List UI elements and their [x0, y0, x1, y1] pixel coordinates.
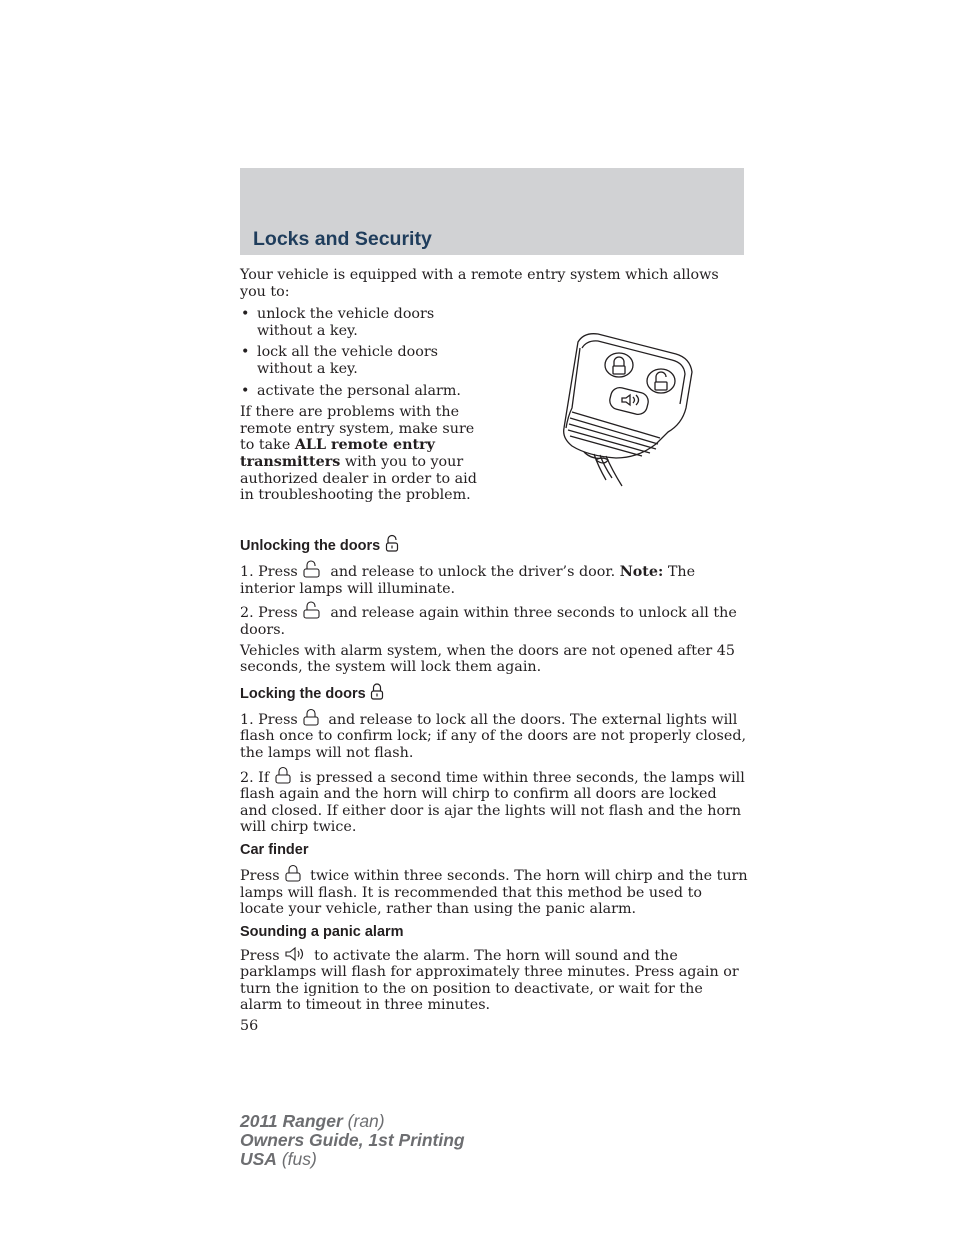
unlock-step-2-lead: 2. Press [240, 605, 298, 622]
page-content [240, 267, 748, 1035]
troubleshooting-text-end: with you to your authorized dealer in order to aid in troubleshooting the problem. [240, 453, 477, 504]
lock-step-2 [240, 766, 748, 836]
section-header-band [240, 168, 744, 255]
heading-car-finder: Car finder [240, 841, 309, 858]
footer-line-region [240, 1150, 465, 1169]
lock-step-1-lead: 1. Press [240, 711, 298, 728]
troubleshooting-text: If there are problems with the remote entry system, make sure to take [240, 404, 475, 454]
lock-step-2-text: is pressed a second time within three seconds, the lamps will flash again and the horn will chirp to confirm all doors are locked and closed. If either door is ajar the lights will not flash and the horn will chirp twice. [240, 769, 745, 836]
section-title: Locks and Security [253, 228, 432, 250]
heading-locking [240, 682, 748, 703]
heading-unlocking [240, 534, 748, 555]
unlock-step-2 [240, 601, 748, 638]
car-finder-paragraph [240, 864, 748, 918]
footer-region-code: (fus) [276, 1149, 317, 1169]
intro-paragraph: Your vehicle is equipped with a remote entry system which allows you to: [240, 267, 719, 300]
lock-icon [302, 708, 320, 726]
document-footer [240, 1112, 465, 1169]
panic-alarm-paragraph [240, 946, 748, 1014]
troubleshooting-paragraph [240, 404, 490, 504]
unlocking-heading-text: Unlocking the doors [240, 538, 381, 555]
unlock-step-1-text: and release to unlock the driver’s door. [330, 564, 620, 581]
lock-icon [370, 682, 384, 700]
auto-relock-paragraph: Vehicles with alarm system, when the doors are not opened after 45 seconds, the system will lock them again. [240, 642, 735, 676]
locking-heading-text: Locking the doors [240, 685, 366, 702]
list-item: • activate the personal alarm. [240, 383, 490, 400]
car-finder-lead: Press [240, 867, 280, 884]
footer-model-code: (ran) [342, 1111, 385, 1131]
car-finder-text: twice within three seconds. The horn will chirp and the turn lamps will flash. It is recommended that this method be used to locate your vehicle, rather than using the panic alarm. [240, 867, 748, 918]
footer-edition: Owners Guide, 1st Printing [240, 1130, 465, 1150]
list-item: • unlock the vehicle doors without a key. [240, 306, 490, 339]
lock-step-1 [240, 708, 748, 762]
unlock-icon [302, 601, 322, 619]
horn-icon [284, 946, 306, 962]
troubleshooting-emphasis: ALL remote entry transmitters [240, 437, 435, 470]
footer-line-edition [240, 1131, 465, 1150]
unlock-icon [384, 534, 400, 552]
feature-column [240, 306, 490, 504]
feature-list [240, 306, 490, 399]
unlock-step-1-lead: 1. Press [240, 564, 298, 581]
unlock-step-1-note: The interior lamps will illuminate. [240, 564, 696, 597]
unlock-step-1 [240, 560, 748, 597]
footer-line-model [240, 1112, 465, 1131]
remote-transmitter-illustration [558, 328, 698, 496]
panic-alarm-lead: Press [240, 947, 280, 964]
footer-region: USA [240, 1149, 277, 1169]
panic-alarm-text: to activate the alarm. The horn will sound and the parklamps will flash for approximately three minutes. Press again or turn the ignition to the on position to deactivate, or wait for the alarm to timeout in three minutes. [240, 947, 739, 1014]
note-label: Note: [619, 564, 664, 581]
unlock-icon [302, 560, 322, 578]
list-item: • lock all the vehicle doors without a key. [240, 344, 490, 377]
footer-model: 2011 Ranger [240, 1111, 343, 1131]
intro-columns [240, 306, 748, 528]
lock-step-1-text: and release to lock all the doors. The external lights will flash once to confirm lock; if any of the doors are not properly closed, the lamps will not flash. [240, 711, 747, 761]
lock-icon [284, 864, 302, 882]
unlock-step-2-text: and release again within three seconds to unlock all the doors. [240, 605, 737, 638]
heading-panic-alarm: Sounding a panic alarm [240, 923, 404, 940]
lock-icon [274, 766, 292, 784]
page-number: 56 [240, 1018, 259, 1035]
lock-step-2-lead: 2. If [240, 769, 270, 786]
